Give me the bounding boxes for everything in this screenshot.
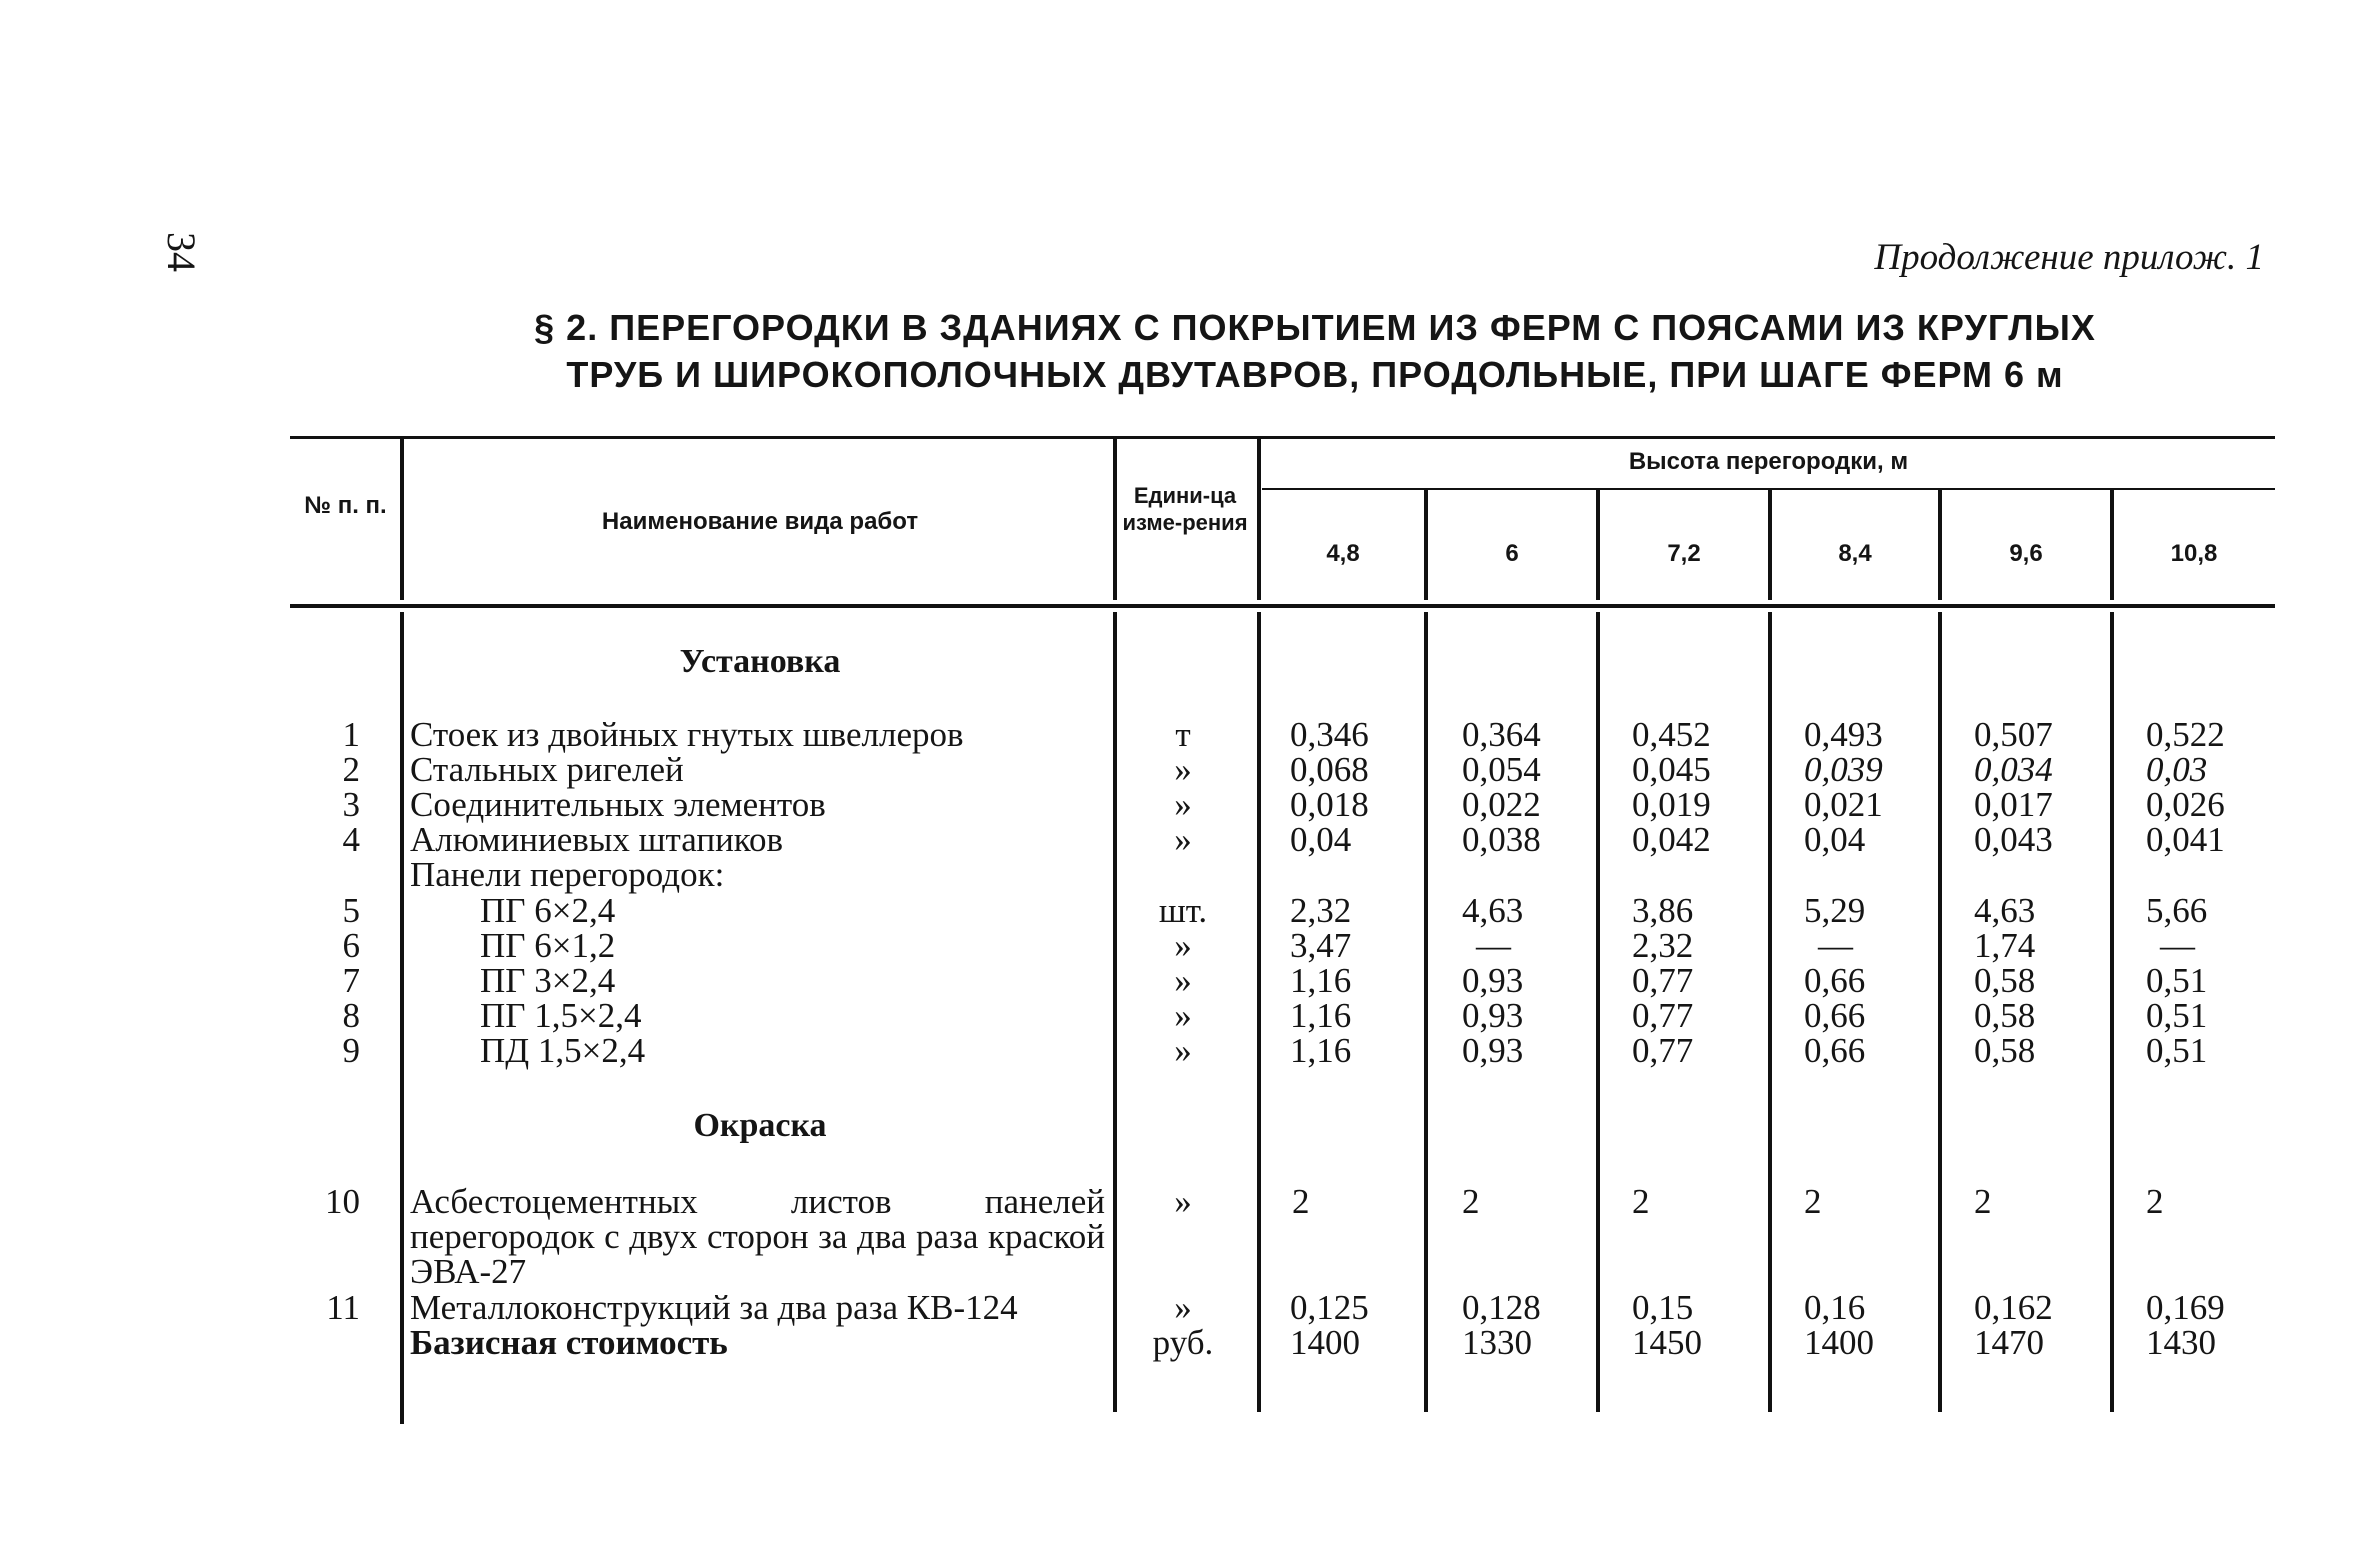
row-value: 2: [1974, 1182, 1992, 1221]
header-height-group: Высота перегородки, м: [1628, 448, 1909, 475]
section-title: [430, 304, 2200, 398]
row-value: —: [2160, 926, 2195, 965]
row-value: 0,04: [1804, 820, 1866, 859]
row-value: 0,77: [1632, 961, 1694, 1000]
row-value: 0,041: [2146, 820, 2225, 859]
row-value: 3,47: [1290, 926, 1352, 965]
row-value: 0,038: [1462, 820, 1541, 859]
body-divider: [1113, 612, 1117, 1412]
row-unit: »: [1174, 1182, 1192, 1221]
row-unit: т: [1175, 715, 1191, 754]
header-height-6: 6: [1505, 540, 1519, 567]
row-name: Стоек из двойных гнутых швеллеров: [410, 715, 964, 754]
row-unit: »: [1174, 820, 1192, 859]
row-value: 2: [1292, 1182, 1310, 1221]
row-value: 0,16: [1804, 1288, 1866, 1327]
base-cost-value: 1400: [1804, 1323, 1874, 1362]
row-value: 0,522: [2146, 715, 2225, 754]
row-value: 0,51: [2146, 1031, 2208, 1070]
title-line-1: § 2. ПЕРЕГОРОДКИ В ЗДАНИЯХ С ПОКРЫТИЕМ ИЗ ФЕРМ С ПОЯСАМИ ИЗ КРУГЛЫХ: [534, 307, 2096, 348]
row-value: 4,63: [1462, 891, 1524, 930]
row-value: 0,452: [1632, 715, 1711, 754]
body-divider: [1596, 612, 1600, 1412]
row-value: 0,054: [1462, 750, 1541, 789]
header-divider: [400, 438, 404, 600]
header-height-10-8: 10,8: [2170, 540, 2218, 567]
row-value: 2,32: [1632, 926, 1694, 965]
base-cost-value: 1430: [2146, 1323, 2216, 1362]
row-value: 0,77: [1632, 1031, 1694, 1070]
row-value: 1,16: [1290, 961, 1352, 1000]
row-value: 2: [1632, 1182, 1650, 1221]
title-line-2: ТРУБ И ШИРОКОПОЛОЧНЫХ ДВУТАВРОВ, ПРОДОЛЬНЫЕ, ПРИ ШАГЕ ФЕРМ 6 м: [566, 354, 2064, 395]
row-value: 1,16: [1290, 1031, 1352, 1070]
body-divider: [1424, 612, 1428, 1412]
row-unit: »: [1174, 785, 1192, 824]
row-num: 1: [342, 715, 360, 754]
row-unit: »: [1174, 750, 1192, 789]
row-value: 0,019: [1632, 785, 1711, 824]
row-value: 0,93: [1462, 961, 1524, 1000]
row-value: —: [1818, 926, 1853, 965]
row-unit: шт.: [1158, 891, 1208, 930]
page-number: 34: [159, 232, 204, 272]
continuation-label: Продолжение прилож. 1: [1874, 237, 2264, 278]
row-value: 1,16: [1290, 996, 1352, 1035]
row-value: 0,58: [1974, 961, 2036, 1000]
row-value: 0,034: [1974, 750, 2053, 789]
row-value: 5,29: [1804, 891, 1866, 930]
row-value: 5,66: [2146, 891, 2208, 930]
header-height-4-8: 4,8: [1326, 540, 1360, 567]
row-value: 0,51: [2146, 996, 2208, 1035]
body-divider: [1938, 612, 1942, 1412]
row-unit: »: [1174, 961, 1192, 1000]
row-value: 0,66: [1804, 996, 1866, 1035]
row-num: 2: [342, 750, 360, 789]
row-value: 0,51: [2146, 961, 2208, 1000]
row-value: 0,045: [1632, 750, 1711, 789]
row-value: 0,169: [2146, 1288, 2225, 1327]
row-num: 6: [342, 926, 360, 965]
row-value: 0,043: [1974, 820, 2053, 859]
row-value: 0,018: [1290, 785, 1369, 824]
row-name: Алюминиевых штапиков: [410, 820, 784, 859]
row-name: Металлоконструкций за два раза КВ-124: [410, 1288, 1018, 1327]
row-num: 10: [325, 1182, 360, 1221]
row-value: 0,493: [1804, 715, 1883, 754]
row-group-label: Панели перегородок:: [410, 855, 725, 894]
section-install: Установка: [679, 643, 841, 680]
row-num: 5: [342, 891, 360, 930]
base-cost-label: Базисная стоимость: [410, 1323, 728, 1362]
row-value: 3,86: [1632, 891, 1694, 930]
row-unit: »: [1174, 1288, 1192, 1327]
row-num: 11: [326, 1288, 360, 1327]
row-value: 0,507: [1974, 715, 2053, 754]
row-value: 2,32: [1290, 891, 1352, 930]
row-value: 0,58: [1974, 996, 2036, 1035]
row-name: ПГ 6×1,2: [480, 926, 616, 965]
row-num: 4: [342, 820, 360, 859]
row-value: 0,068: [1290, 750, 1369, 789]
row-value: 0,125: [1290, 1288, 1369, 1327]
row-name: ПГ 3×2,4: [480, 961, 616, 1000]
row-value: 0,93: [1462, 996, 1524, 1035]
row-value: 0,77: [1632, 996, 1694, 1035]
base-cost-value: 1450: [1632, 1323, 1702, 1362]
row-value: —: [1476, 926, 1511, 965]
row-value: 2: [2146, 1182, 2164, 1221]
row-name: ПГ 6×2,4: [480, 891, 616, 930]
base-cost-value: 1470: [1974, 1323, 2044, 1362]
row-name: Стальных ригелей: [410, 750, 684, 789]
row-value: 0,66: [1804, 961, 1866, 1000]
row-value: 0,58: [1974, 1031, 2036, 1070]
header-num: № п. п.: [304, 492, 387, 519]
row-value: 4,63: [1974, 891, 2036, 930]
header-height-7-2: 7,2: [1667, 540, 1701, 567]
row-unit: »: [1174, 996, 1192, 1035]
row-unit: »: [1174, 1031, 1192, 1070]
row-num: 3: [342, 785, 360, 824]
body-divider: [1768, 612, 1772, 1412]
row-value: 0,026: [2146, 785, 2225, 824]
row-value: 0,364: [1462, 715, 1541, 754]
row-value: 2: [1804, 1182, 1822, 1221]
row-name: Асбестоцементных листов панелей перегородок с двух сторон за два раза краской ЭВА-27: [410, 1182, 1105, 1291]
row-value: 0,039: [1804, 750, 1883, 789]
row-name: ПГ 1,5×2,4: [480, 996, 642, 1035]
row-value: 2: [1462, 1182, 1480, 1221]
row-num: 8: [342, 996, 360, 1035]
header-name: Наименование вида работ: [601, 508, 919, 535]
row-value: 0,93: [1462, 1031, 1524, 1070]
body-divider: [400, 612, 404, 1424]
row-value: 0,15: [1632, 1288, 1694, 1327]
header-bottom-rule: [290, 604, 2275, 608]
row-value: 0,346: [1290, 715, 1369, 754]
row-value: 0,04: [1290, 820, 1352, 859]
section-paint: Окраска: [693, 1107, 827, 1144]
row-value: 0,03: [2146, 750, 2208, 789]
table-top-rule: [290, 436, 2275, 439]
row-value: 1,74: [1974, 926, 2036, 965]
row-value: 0,017: [1974, 785, 2053, 824]
row-value: 0,022: [1462, 785, 1541, 824]
header-height-9-6: 9,6: [2009, 540, 2043, 567]
row-value: 0,66: [1804, 1031, 1866, 1070]
row-name: Соединительных элементов: [410, 785, 826, 824]
row-value: 0,128: [1462, 1288, 1541, 1327]
body-divider: [2110, 612, 2114, 1412]
header-height-8-4: 8,4: [1838, 540, 1872, 567]
row-name: ПД 1,5×2,4: [480, 1031, 646, 1070]
body-divider: [1257, 612, 1261, 1412]
row-num: 9: [342, 1031, 360, 1070]
row-num: 7: [342, 961, 360, 1000]
base-cost-value: 1330: [1462, 1323, 1532, 1362]
base-cost-value: 1400: [1290, 1323, 1360, 1362]
row-value: 0,162: [1974, 1288, 2053, 1327]
row-value: 0,021: [1804, 785, 1883, 824]
row-unit: »: [1174, 926, 1192, 965]
base-cost-unit: руб.: [1152, 1323, 1214, 1362]
row-value: 0,042: [1632, 820, 1711, 859]
header-unit: Едини-ца изме-рения: [1122, 483, 1248, 535]
